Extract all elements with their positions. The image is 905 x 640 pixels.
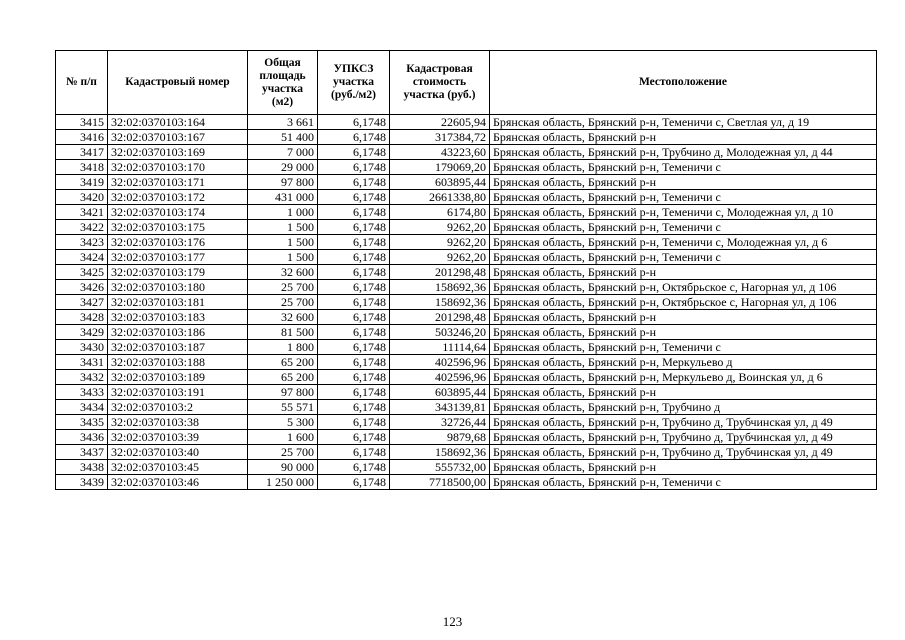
row-number: 3424	[56, 250, 108, 265]
upksz-value: 6,1748	[318, 370, 390, 385]
cost-value: 201298,48	[390, 265, 490, 280]
cadastral-number: 32:02:0370103:169	[108, 145, 248, 160]
upksz-value: 6,1748	[318, 340, 390, 355]
location-value: Брянская область, Брянский р-н, Трубчино д, Молодежная ул, д 44	[490, 145, 877, 160]
location-value: Брянская область, Брянский р-н, Трубчино д, Трубчинская ул, д 49	[490, 415, 877, 430]
location-value: Брянская область, Брянский р-н, Теменичи с	[490, 190, 877, 205]
cadastral-number: 32:02:0370103:179	[108, 265, 248, 280]
page-number: 123	[442, 614, 463, 629]
upksz-value: 6,1748	[318, 415, 390, 430]
cadastral-number: 32:02:0370103:38	[108, 415, 248, 430]
area-value: 90 000	[248, 460, 318, 475]
upksz-value: 6,1748	[318, 190, 390, 205]
location-value: Брянская область, Брянский р-н	[490, 130, 877, 145]
cost-value: 22605,94	[390, 115, 490, 130]
table-row	[56, 160, 877, 175]
cadastral-number: 32:02:0370103:45	[108, 460, 248, 475]
table-row	[56, 205, 877, 220]
area-value: 32 600	[248, 310, 318, 325]
cadastral-number: 32:02:0370103:189	[108, 370, 248, 385]
cost-value: 317384,72	[390, 130, 490, 145]
row-number: 3421	[56, 205, 108, 220]
upksz-value: 6,1748	[318, 235, 390, 250]
cadastral-number: 32:02:0370103:183	[108, 310, 248, 325]
cadastral-number: 32:02:0370103:188	[108, 355, 248, 370]
cadastral-number: 32:02:0370103:174	[108, 205, 248, 220]
cost-value: 603895,44	[390, 385, 490, 400]
row-number: 3431	[56, 355, 108, 370]
row-number: 3429	[56, 325, 108, 340]
row-number: 3416	[56, 130, 108, 145]
table-row	[56, 475, 877, 490]
row-number: 3418	[56, 160, 108, 175]
cost-value: 603895,44	[390, 175, 490, 190]
area-value: 25 700	[248, 280, 318, 295]
location-value: Брянская область, Брянский р-н	[490, 460, 877, 475]
table-row	[56, 295, 877, 310]
cadastral-number: 32:02:0370103:170	[108, 160, 248, 175]
cadastral-number: 32:02:0370103:177	[108, 250, 248, 265]
table-row	[56, 445, 877, 460]
cost-value: 43223,60	[390, 145, 490, 160]
upksz-value: 6,1748	[318, 205, 390, 220]
location-value: Брянская область, Брянский р-н	[490, 325, 877, 340]
row-number: 3428	[56, 310, 108, 325]
header-cadastral: Кадастровый номер	[108, 51, 248, 115]
table-row	[56, 385, 877, 400]
upksz-value: 6,1748	[318, 175, 390, 190]
area-value: 55 571	[248, 400, 318, 415]
cost-value: 201298,48	[390, 310, 490, 325]
cost-value: 32726,44	[390, 415, 490, 430]
area-value: 1 600	[248, 430, 318, 445]
upksz-value: 6,1748	[318, 130, 390, 145]
cadastral-number: 32:02:0370103:186	[108, 325, 248, 340]
location-value: Брянская область, Брянский р-н, Трубчино д, Трубчинская ул, д 49	[490, 445, 877, 460]
table-row	[56, 220, 877, 235]
area-value: 7 000	[248, 145, 318, 160]
table-header-row	[56, 51, 877, 115]
location-value: Брянская область, Брянский р-н, Трубчино д	[490, 400, 877, 415]
upksz-value: 6,1748	[318, 445, 390, 460]
location-value: Брянская область, Брянский р-н, Теменичи с	[490, 160, 877, 175]
row-number: 3434	[56, 400, 108, 415]
area-value: 1 500	[248, 235, 318, 250]
cost-value: 11114,64	[390, 340, 490, 355]
cadastral-number: 32:02:0370103:40	[108, 445, 248, 460]
upksz-value: 6,1748	[318, 325, 390, 340]
area-value: 3 661	[248, 115, 318, 130]
upksz-value: 6,1748	[318, 220, 390, 235]
row-number: 3415	[56, 115, 108, 130]
table-row	[56, 235, 877, 250]
table-row	[56, 250, 877, 265]
cost-value: 503246,20	[390, 325, 490, 340]
cadastral-table	[55, 50, 877, 490]
table-row	[56, 400, 877, 415]
table-row	[56, 175, 877, 190]
table-row	[56, 130, 877, 145]
location-value: Брянская область, Брянский р-н, Теменичи с	[490, 340, 877, 355]
upksz-value: 6,1748	[318, 355, 390, 370]
cadastral-number: 32:02:0370103:164	[108, 115, 248, 130]
upksz-value: 6,1748	[318, 145, 390, 160]
row-number: 3432	[56, 370, 108, 385]
cadastral-number: 32:02:0370103:172	[108, 190, 248, 205]
upksz-value: 6,1748	[318, 265, 390, 280]
cadastral-number: 32:02:0370103:2	[108, 400, 248, 415]
table-row	[56, 460, 877, 475]
cadastral-number: 32:02:0370103:39	[108, 430, 248, 445]
area-value: 1 500	[248, 220, 318, 235]
row-number: 3436	[56, 430, 108, 445]
cadastral-number: 32:02:0370103:46	[108, 475, 248, 490]
table-row	[56, 115, 877, 130]
upksz-value: 6,1748	[318, 160, 390, 175]
row-number: 3417	[56, 145, 108, 160]
location-value: Брянская область, Брянский р-н	[490, 385, 877, 400]
location-value: Брянская область, Брянский р-н, Теменичи с, Молодежная ул, д 10	[490, 205, 877, 220]
cost-value: 9262,20	[390, 235, 490, 250]
table-row	[56, 430, 877, 445]
table-row	[56, 325, 877, 340]
location-value: Брянская область, Брянский р-н, Теменичи с, Светлая ул, д 19	[490, 115, 877, 130]
location-value: Брянская область, Брянский р-н, Октябрьское с, Нагорная ул, д 106	[490, 280, 877, 295]
area-value: 81 500	[248, 325, 318, 340]
area-value: 65 200	[248, 370, 318, 385]
area-value: 1 500	[248, 250, 318, 265]
cost-value: 343139,81	[390, 400, 490, 415]
upksz-value: 6,1748	[318, 385, 390, 400]
header-upksz: УПКСЗ участка (руб./м2)	[318, 51, 390, 115]
location-value: Брянская область, Брянский р-н, Теменичи с, Молодежная ул, д 6	[490, 235, 877, 250]
upksz-value: 6,1748	[318, 400, 390, 415]
row-number: 3437	[56, 445, 108, 460]
upksz-value: 6,1748	[318, 250, 390, 265]
cost-value: 9879,68	[390, 430, 490, 445]
location-value: Брянская область, Брянский р-н	[490, 265, 877, 280]
header-area: Общая площадь участка (м2)	[248, 51, 318, 115]
table-row	[56, 145, 877, 160]
cost-value: 6174,80	[390, 205, 490, 220]
cadastral-number: 32:02:0370103:180	[108, 280, 248, 295]
table-row	[56, 310, 877, 325]
cost-value: 402596,96	[390, 355, 490, 370]
cost-value: 179069,20	[390, 160, 490, 175]
cost-value: 158692,36	[390, 295, 490, 310]
area-value: 51 400	[248, 130, 318, 145]
cost-value: 9262,20	[390, 250, 490, 265]
area-value: 97 800	[248, 175, 318, 190]
header-location: Местоположение	[490, 51, 877, 115]
area-value: 97 800	[248, 385, 318, 400]
area-value: 29 000	[248, 160, 318, 175]
area-value: 1 800	[248, 340, 318, 355]
cost-value: 2661338,80	[390, 190, 490, 205]
upksz-value: 6,1748	[318, 475, 390, 490]
area-value: 25 700	[248, 295, 318, 310]
location-value: Брянская область, Брянский р-н, Теменичи с	[490, 220, 877, 235]
row-number: 3430	[56, 340, 108, 355]
row-number: 3433	[56, 385, 108, 400]
location-value: Брянская область, Брянский р-н, Теменичи с	[490, 250, 877, 265]
cadastral-number: 32:02:0370103:176	[108, 235, 248, 250]
cadastral-number: 32:02:0370103:181	[108, 295, 248, 310]
upksz-value: 6,1748	[318, 295, 390, 310]
cost-value: 555732,00	[390, 460, 490, 475]
row-number: 3426	[56, 280, 108, 295]
cadastral-number: 32:02:0370103:175	[108, 220, 248, 235]
area-value: 431 000	[248, 190, 318, 205]
cost-value: 158692,36	[390, 280, 490, 295]
header-num: № п/п	[56, 51, 108, 115]
row-number: 3420	[56, 190, 108, 205]
area-value: 5 300	[248, 415, 318, 430]
row-number: 3423	[56, 235, 108, 250]
location-value: Брянская область, Брянский р-н, Меркульево д	[490, 355, 877, 370]
table-row	[56, 265, 877, 280]
upksz-value: 6,1748	[318, 280, 390, 295]
location-value: Брянская область, Брянский р-н, Теменичи с	[490, 475, 877, 490]
table-row	[56, 370, 877, 385]
table-row	[56, 415, 877, 430]
location-value: Брянская область, Брянский р-н	[490, 310, 877, 325]
cadastral-number: 32:02:0370103:167	[108, 130, 248, 145]
location-value: Брянская область, Брянский р-н, Октябрьское с, Нагорная ул, д 106	[490, 295, 877, 310]
location-value: Брянская область, Брянский р-н, Трубчино д, Трубчинская ул, д 49	[490, 430, 877, 445]
table-row	[56, 340, 877, 355]
row-number: 3419	[56, 175, 108, 190]
row-number: 3438	[56, 460, 108, 475]
table-row	[56, 280, 877, 295]
cost-value: 7718500,00	[390, 475, 490, 490]
cadastral-number: 32:02:0370103:187	[108, 340, 248, 355]
area-value: 65 200	[248, 355, 318, 370]
row-number: 3422	[56, 220, 108, 235]
upksz-value: 6,1748	[318, 430, 390, 445]
row-number: 3427	[56, 295, 108, 310]
upksz-value: 6,1748	[318, 460, 390, 475]
row-number: 3439	[56, 475, 108, 490]
upksz-value: 6,1748	[318, 310, 390, 325]
area-value: 1 250 000	[248, 475, 318, 490]
cost-value: 402596,96	[390, 370, 490, 385]
header-cost: Кадастровая стоимость участка (руб.)	[390, 51, 490, 115]
row-number: 3435	[56, 415, 108, 430]
upksz-value: 6,1748	[318, 115, 390, 130]
cost-value: 9262,20	[390, 220, 490, 235]
area-value: 25 700	[248, 445, 318, 460]
location-value: Брянская область, Брянский р-н, Меркульево д, Воинская ул, д 6	[490, 370, 877, 385]
table-row	[56, 355, 877, 370]
cadastral-number: 32:02:0370103:191	[108, 385, 248, 400]
table-row	[56, 190, 877, 205]
cadastral-number: 32:02:0370103:171	[108, 175, 248, 190]
cost-value: 158692,36	[390, 445, 490, 460]
area-value: 1 000	[248, 205, 318, 220]
area-value: 32 600	[248, 265, 318, 280]
location-value: Брянская область, Брянский р-н	[490, 175, 877, 190]
row-number: 3425	[56, 265, 108, 280]
